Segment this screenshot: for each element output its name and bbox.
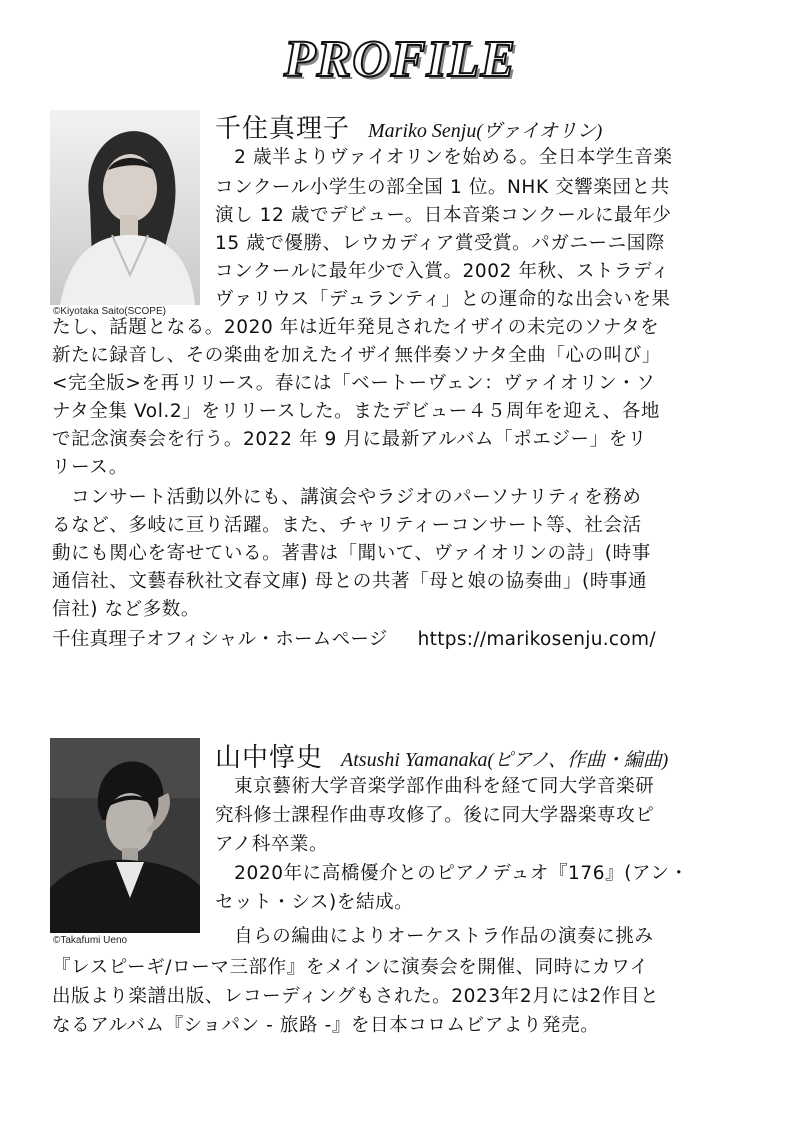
bio-line: 15 歳で優勝、レウカディア賞受賞。パガニーニ国際 bbox=[215, 233, 665, 254]
bio-line: たし、話題となる。2020 年は近年発見されたイザイの未完のソナタを bbox=[52, 317, 660, 338]
bio-line: るなど、多岐に亘り活躍。また、チャリティーコンサート等、社会活 bbox=[52, 515, 642, 536]
bio-line: 東京藝術大学音楽学部作曲科を経て同大学音楽研 bbox=[215, 776, 655, 797]
performer-role: (ピアノ、作曲・編曲) bbox=[487, 750, 669, 771]
bio-line: リース。 bbox=[52, 457, 129, 478]
bio-line: 2 歳半よりヴァイオリンを始める。全日本学生音楽 bbox=[215, 147, 673, 168]
bio-line: 出版より楽譜出版、レコーディングもされた。2023年2月には2作目と bbox=[52, 986, 660, 1007]
bio-line: 演し 12 歳でデビュー。日本音楽コンクールに最年少 bbox=[215, 205, 672, 226]
bio-line: <完全版>を再リリース。春には「ベートーヴェン：ヴァイオリン・ソ bbox=[52, 373, 656, 394]
homepage-label: 千住真理子オフィシャル・ホームページ bbox=[52, 629, 388, 650]
performer-name-en: Mariko Senju bbox=[368, 120, 477, 142]
bio-line: 『レスピーギ/ローマ三部作』をメインに演奏会を開催、同時にカワイ bbox=[52, 957, 649, 978]
performer-name-line bbox=[215, 737, 668, 774]
bio-line: 自らの編曲によりオーケストラ作品の演奏に挑み bbox=[215, 926, 654, 947]
bio-line: 通信社、文藝春秋社文春文庫) 母との共著「母と娘の協奏曲」(時事通 bbox=[52, 571, 648, 592]
performer-name-en: Atsushi Yamanaka bbox=[341, 749, 488, 771]
homepage-url[interactable]: https://marikosenju.com/ bbox=[417, 629, 656, 650]
performer-name-ja: 山中惇史 bbox=[215, 743, 324, 773]
bio-line: ヴァリウス「デュランティ」との運命的な出会いを果 bbox=[215, 289, 671, 310]
performer-name-line bbox=[215, 108, 602, 145]
bio-line: コンクール小学生の部全国 1 位。NHK 交響楽団と共 bbox=[215, 177, 670, 198]
bio-line: 究科修士課程作曲専攻修了。後に同大学器楽専攻ピ bbox=[215, 805, 655, 826]
bio-line: 動にも関心を寄せている。著書は「聞いて、ヴァイオリンの詩」(時事 bbox=[52, 543, 651, 564]
photo-credit: ©Takafumi Ueno bbox=[53, 935, 128, 946]
bio-line: セット・シス)を結成。 bbox=[215, 892, 414, 913]
performer-name-ja: 千住真理子 bbox=[215, 114, 351, 144]
portrait-photo-senju bbox=[50, 110, 200, 305]
page-title: PROFILE bbox=[283, 31, 517, 88]
homepage-line bbox=[52, 627, 656, 653]
bio-line: アノ科卒業。 bbox=[215, 834, 329, 855]
bio-line: コンクールに最年少で入賞。2002 年秋、ストラディ bbox=[215, 261, 670, 282]
bio-line: 信社) など多数。 bbox=[52, 599, 200, 620]
bio-line: 2020年に高橋優介とのピアノデュオ『176』(アン・ bbox=[215, 863, 689, 884]
bio-line: ナタ全集 Vol.2」をリリースした。またデビュー４５周年を迎え、各地 bbox=[52, 401, 660, 422]
bio-line: なるアルバム『ショパン - 旅路 -』を日本コロムビアより発売。 bbox=[52, 1015, 600, 1036]
bio-line: 新たに録音し、その楽曲を加えたイザイ無伴奏ソナタ全曲「心の叫び」 bbox=[52, 345, 661, 366]
bio-line: で記念演奏会を行う。2022 年 9 月に最新アルバム「ポエジー」をリ bbox=[52, 429, 647, 450]
bio-line: コンサート活動以外にも、講演会やラジオのパーソナリティを務め bbox=[52, 487, 642, 508]
portrait-photo-yamanaka bbox=[50, 738, 200, 933]
photo-credit: ©Kiyotaka Saito(SCOPE) bbox=[53, 306, 166, 317]
performer-role: (ヴァイオリン) bbox=[476, 121, 603, 142]
